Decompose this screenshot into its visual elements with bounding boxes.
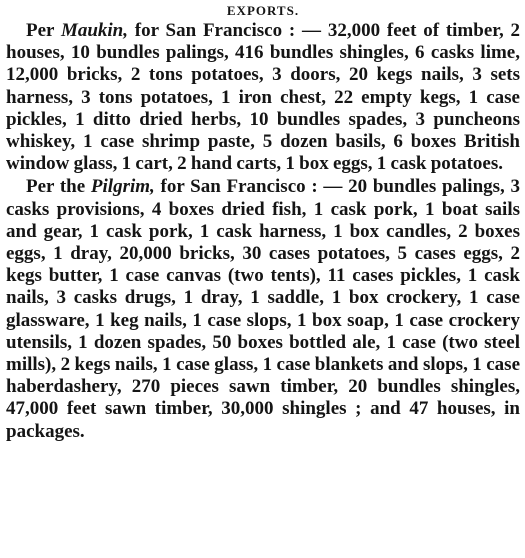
section-heading: EXPORTS. [226, 3, 300, 18]
entry-prefix: Per the [26, 176, 91, 198]
vessel-name: Pilgrim, [90, 176, 155, 198]
export-entry-maukin [6, 20, 520, 175]
entry-cargo-text: for San Francisco : — 32,000 feet of timber, 2 houses, 10 bundles palings, 416 bundles shingles, 6 casks lime, 12,000 bricks, 2 tons potatoes, 3 doors, 20 kegs nails, 3 sets harness, 3 tons potatoes, 1 iron chest, 22 empty kegs, 1 case pickles, 1 ditto dried herbs, 10 bundles spades, 3 puncheons whiskey, 1 case shrimp paste, 5 dozen basils, 6 boxes British window glass, 1 cart, 2 hand carts, 1 box eggs, 1 cask potatoes. [6, 20, 520, 175]
export-entry-pilgrim [6, 176, 520, 442]
entry-prefix: Per [26, 20, 61, 41]
vessel-name: Maukin, [60, 20, 128, 41]
entry-cargo-text: for San Francisco : — 20 bundles palings, 3 casks provisions, 4 boxes dried fish, 1 cask pork, 1 boat sails and gear, 1 cask pork, 1 cask harness, 1 box candles, 2 boxes eggs, 1 dray, 20,000 bricks, 30 cases potatoes, 5 cases eggs, 2 kegs butter, 1 case canvas (two tents), 11 cases pickles, 1 cask nails, 3 casks drugs, 1 dray, 1 saddle, 1 box crockery, 1 case glassware, 1 keg nails, 1 case slops, 1 box soap, 1 case crockery utensils, 1 dozen spades, 50 boxes bottled ale, 1 case (two steel mills), 2 kegs nails, 1 case glass, 1 case blankets and slops, 1 case haberdashery, 270 pieces sawn timber, 20 bundles shingles, 47,000 feet sawn timber, 30,000 shingles ; and 47 houses, in packages. [6, 176, 520, 442]
